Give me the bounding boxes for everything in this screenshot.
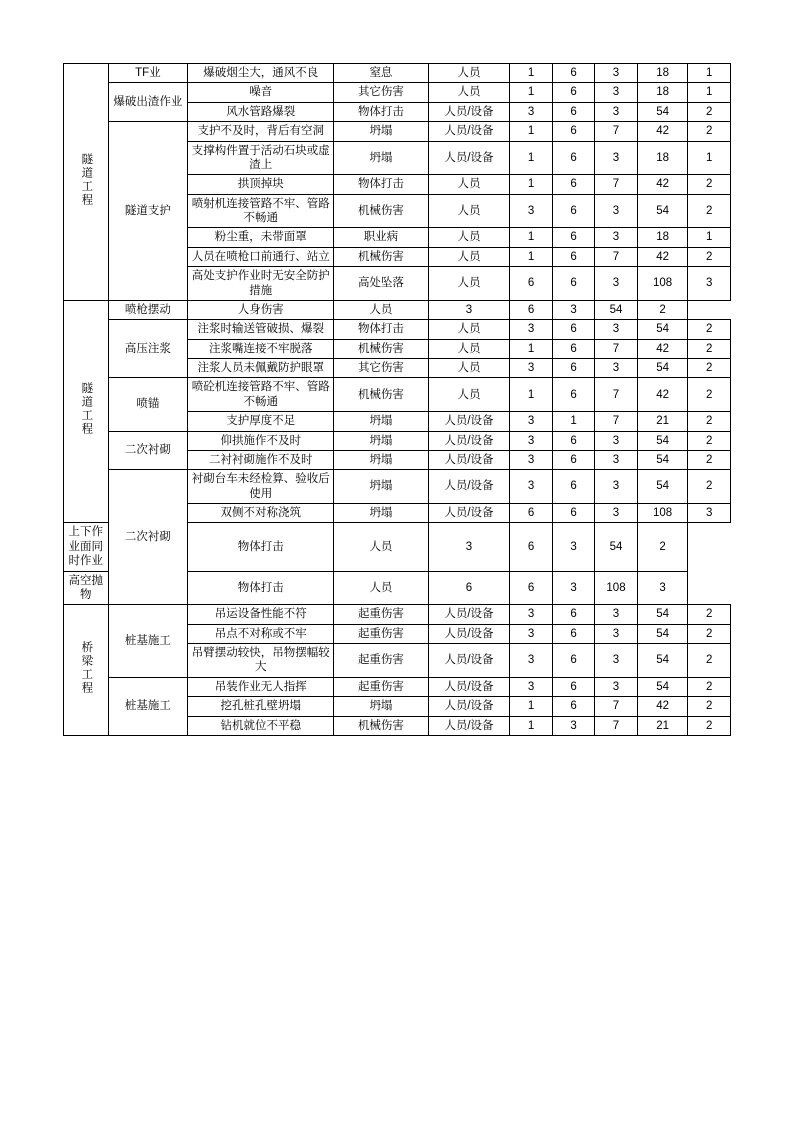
l-value-cell: 3 (510, 677, 552, 696)
risk-level-cell: 2 (688, 605, 731, 624)
c-value-cell: 3 (595, 83, 637, 102)
target-cell: 人员/设备 (428, 624, 510, 643)
target-cell: 人员/设备 (428, 431, 510, 450)
l-value-cell: 1 (510, 228, 552, 247)
hazard-cell: 喷砼机连接管路不牢、管路不畅通 (188, 378, 334, 412)
table-row (64, 605, 731, 624)
c-value-cell: 7 (595, 378, 637, 412)
hazard-cell: 喷射机连接管路不牢、管路不畅通 (188, 194, 334, 228)
e-value-cell: 6 (552, 697, 594, 716)
risk-level-cell: 2 (688, 431, 731, 450)
l-value-cell: 1 (510, 697, 552, 716)
e-value-cell: 6 (510, 523, 552, 571)
c-value-cell: 3 (595, 141, 637, 175)
target-cell: 人员 (428, 228, 510, 247)
c-value-cell: 3 (552, 523, 594, 571)
c-value-cell: 3 (552, 300, 594, 319)
l-value-cell: 3 (510, 605, 552, 624)
e-value-cell: 6 (552, 83, 594, 102)
c-value-cell: 3 (595, 64, 637, 83)
l-value-cell: 1 (510, 378, 552, 412)
risk-level-cell: 2 (688, 320, 731, 339)
target-cell: 人员 (334, 300, 428, 319)
e-value-cell: 6 (552, 605, 594, 624)
accident-cell: 起重伤害 (334, 624, 428, 643)
d-value-cell: 54 (637, 677, 688, 696)
e-value-cell: 6 (552, 141, 594, 175)
d-value-cell: 42 (637, 697, 688, 716)
hazard-cell: 双侧不对称浇筑 (188, 504, 334, 523)
table-row (64, 83, 731, 102)
l-value-cell: 3 (510, 624, 552, 643)
risk-level-cell: 2 (688, 624, 731, 643)
target-cell: 人员 (334, 523, 428, 571)
d-value-cell: 42 (637, 247, 688, 266)
accident-cell: 坍塌 (334, 697, 428, 716)
accident-cell: 坍塌 (334, 122, 428, 141)
c-value-cell: 3 (595, 677, 637, 696)
risk-level-cell: 2 (688, 339, 731, 358)
d-value-cell: 54 (637, 644, 688, 678)
l-value-cell: 1 (510, 339, 552, 358)
target-cell: 人员/设备 (428, 470, 510, 504)
project-cell (64, 64, 109, 301)
hazard-cell: 噪音 (188, 83, 334, 102)
accident-cell: 起重伤害 (334, 605, 428, 624)
accident-cell: 起重伤害 (334, 644, 428, 678)
target-cell: 人员 (428, 320, 510, 339)
target-cell: 人员 (428, 339, 510, 358)
risk-level-cell: 2 (688, 697, 731, 716)
d-value-cell: 18 (637, 141, 688, 175)
c-value-cell: 3 (595, 320, 637, 339)
activity-cell: TF业 (108, 64, 188, 83)
target-cell: 人员 (428, 267, 510, 301)
hazard-cell: 仰拱施作不及时 (188, 431, 334, 450)
c-value-cell: 3 (595, 504, 637, 523)
accident-cell: 窒息 (334, 64, 428, 83)
d-value-cell: 108 (637, 504, 688, 523)
risk-level-cell: 1 (688, 64, 731, 83)
activity-cell: 二次衬砌 (108, 470, 188, 605)
target-cell: 人员 (334, 571, 428, 605)
accident-cell: 物体打击 (188, 523, 334, 571)
e-value-cell: 6 (552, 359, 594, 378)
accident-cell: 其它伤害 (334, 83, 428, 102)
hazard-cell: 支撑构件置于活动石块或虚渣上 (188, 141, 334, 175)
accident-cell: 起重伤害 (334, 677, 428, 696)
risk-level-cell: 3 (637, 571, 688, 605)
target-cell: 人员 (428, 247, 510, 266)
c-value-cell: 7 (595, 339, 637, 358)
d-value-cell: 54 (637, 450, 688, 469)
risk-level-cell: 2 (688, 644, 731, 678)
l-value-cell: 3 (510, 470, 552, 504)
project-label: 隧道工程 (80, 382, 93, 437)
accident-cell: 物体打击 (334, 175, 428, 194)
risk-level-cell: 2 (688, 378, 731, 412)
target-cell: 人员/设备 (428, 504, 510, 523)
d-value-cell: 54 (637, 470, 688, 504)
project-cell (64, 300, 109, 523)
risk-level-cell: 2 (688, 359, 731, 378)
c-value-cell: 3 (552, 571, 594, 605)
accident-cell: 物体打击 (334, 102, 428, 121)
risk-assessment-table (63, 63, 731, 736)
d-value-cell: 42 (637, 175, 688, 194)
e-value-cell: 6 (510, 571, 552, 605)
l-value-cell: 3 (428, 300, 510, 319)
d-value-cell: 54 (637, 194, 688, 228)
activity-cell: 高压注浆 (108, 320, 188, 378)
hazard-cell: 风水管路爆裂 (188, 102, 334, 121)
project-label: 桥梁工程 (80, 640, 93, 695)
hazard-cell: 钻机就位不平稳 (188, 716, 334, 735)
e-value-cell: 6 (552, 320, 594, 339)
d-value-cell: 42 (637, 339, 688, 358)
risk-level-cell: 2 (688, 716, 731, 735)
target-cell: 人员/设备 (428, 450, 510, 469)
d-value-cell: 108 (595, 571, 637, 605)
e-value-cell: 6 (552, 644, 594, 678)
d-value-cell: 18 (637, 228, 688, 247)
target-cell: 人员/设备 (428, 102, 510, 121)
table-row (64, 320, 731, 339)
accident-cell: 机械伤害 (334, 339, 428, 358)
target-cell: 人员/设备 (428, 122, 510, 141)
activity-cell: 喷锚 (108, 378, 188, 431)
hazard-cell: 上下作业面同时作业 (64, 523, 109, 571)
c-value-cell: 7 (595, 716, 637, 735)
e-value-cell: 6 (552, 247, 594, 266)
hazard-cell: 高处支护作业时无安全防护措施 (188, 267, 334, 301)
e-value-cell: 6 (552, 122, 594, 141)
hazard-cell: 粉尘重，未带面罩 (188, 228, 334, 247)
risk-level-cell: 2 (637, 300, 688, 319)
d-value-cell: 18 (637, 64, 688, 83)
c-value-cell: 3 (595, 359, 637, 378)
accident-cell: 高处坠落 (334, 267, 428, 301)
d-value-cell: 42 (637, 378, 688, 412)
e-value-cell: 6 (552, 102, 594, 121)
risk-table-container (63, 63, 731, 736)
e-value-cell: 6 (552, 339, 594, 358)
accident-cell: 坍塌 (334, 504, 428, 523)
e-value-cell: 1 (552, 412, 594, 431)
l-value-cell: 3 (510, 644, 552, 678)
hazard-cell: 吊臂摆动较快，吊物摆幅较大 (188, 644, 334, 678)
d-value-cell: 54 (637, 102, 688, 121)
risk-level-cell: 2 (688, 194, 731, 228)
table-row (64, 122, 731, 141)
e-value-cell: 6 (552, 267, 594, 301)
project-cell (64, 605, 109, 736)
l-value-cell: 3 (510, 412, 552, 431)
hazard-cell: 人员在喷枪口前通行、站立 (188, 247, 334, 266)
accident-cell: 机械伤害 (334, 194, 428, 228)
l-value-cell: 6 (510, 504, 552, 523)
e-value-cell: 6 (552, 470, 594, 504)
risk-level-cell: 3 (688, 504, 731, 523)
l-value-cell: 3 (510, 431, 552, 450)
e-value-cell: 6 (510, 300, 552, 319)
hazard-cell: 注浆时输送管破损、爆裂 (188, 320, 334, 339)
hazard-cell: 注浆人员未佩戴防护眼罩 (188, 359, 334, 378)
e-value-cell: 6 (552, 194, 594, 228)
c-value-cell: 3 (595, 431, 637, 450)
hazard-cell: 支护不及时，背后有空洞 (188, 122, 334, 141)
l-value-cell: 3 (510, 102, 552, 121)
l-value-cell: 3 (428, 523, 510, 571)
c-value-cell: 3 (595, 644, 637, 678)
hazard-cell: 挖孔桩孔壁坍塌 (188, 697, 334, 716)
c-value-cell: 3 (595, 624, 637, 643)
d-value-cell: 54 (637, 624, 688, 643)
l-value-cell: 6 (428, 571, 510, 605)
risk-level-cell: 1 (688, 83, 731, 102)
risk-level-cell: 2 (688, 677, 731, 696)
e-value-cell: 6 (552, 624, 594, 643)
l-value-cell: 1 (510, 64, 552, 83)
c-value-cell: 7 (595, 247, 637, 266)
hazard-cell: 喷枪摆动 (108, 300, 188, 319)
activity-cell: 桩基施工 (108, 605, 188, 678)
table-row (64, 431, 731, 450)
hazard-cell: 吊点不对称或不牢 (188, 624, 334, 643)
e-value-cell: 6 (552, 228, 594, 247)
hazard-cell: 支护厚度不足 (188, 412, 334, 431)
target-cell: 人员 (428, 175, 510, 194)
accident-cell: 机械伤害 (334, 716, 428, 735)
activity-cell: 二次衬砌 (108, 431, 188, 470)
l-value-cell: 6 (510, 267, 552, 301)
d-value-cell: 54 (637, 431, 688, 450)
activity-cell: 爆破出渣作业 (108, 83, 188, 122)
accident-cell: 人身伤害 (188, 300, 334, 319)
l-value-cell: 1 (510, 716, 552, 735)
accident-cell: 物体打击 (334, 320, 428, 339)
d-value-cell: 42 (637, 122, 688, 141)
e-value-cell: 6 (552, 450, 594, 469)
risk-level-cell: 2 (688, 450, 731, 469)
target-cell: 人员/设备 (428, 677, 510, 696)
l-value-cell: 3 (510, 320, 552, 339)
hazard-cell: 二衬衬砌施作不及时 (188, 450, 334, 469)
risk-level-cell: 2 (688, 122, 731, 141)
target-cell: 人员 (428, 378, 510, 412)
e-value-cell: 6 (552, 431, 594, 450)
c-value-cell: 7 (595, 175, 637, 194)
risk-level-cell: 2 (688, 412, 731, 431)
c-value-cell: 7 (595, 412, 637, 431)
d-value-cell: 54 (595, 300, 637, 319)
c-value-cell: 3 (595, 102, 637, 121)
target-cell: 人员/设备 (428, 605, 510, 624)
table-row (64, 64, 731, 83)
table-body (64, 64, 731, 736)
risk-level-cell: 2 (688, 470, 731, 504)
e-value-cell: 6 (552, 677, 594, 696)
activity-cell: 桩基施工 (108, 677, 188, 735)
e-value-cell: 6 (552, 378, 594, 412)
c-value-cell: 3 (595, 267, 637, 301)
target-cell: 人员 (428, 83, 510, 102)
e-value-cell: 3 (552, 716, 594, 735)
e-value-cell: 6 (552, 64, 594, 83)
risk-level-cell: 2 (637, 523, 688, 571)
l-value-cell: 1 (510, 122, 552, 141)
e-value-cell: 6 (552, 504, 594, 523)
risk-level-cell: 2 (688, 102, 731, 121)
hazard-cell: 吊装作业无人指挥 (188, 677, 334, 696)
e-value-cell: 6 (552, 175, 594, 194)
l-value-cell: 1 (510, 175, 552, 194)
hazard-cell: 高空抛物 (64, 571, 109, 605)
table-row (64, 470, 731, 504)
l-value-cell: 3 (510, 450, 552, 469)
accident-cell: 坍塌 (334, 450, 428, 469)
target-cell: 人员 (428, 64, 510, 83)
table-row (64, 378, 731, 412)
hazard-cell: 衬砌台车未经检算、验收后使用 (188, 470, 334, 504)
c-value-cell: 3 (595, 194, 637, 228)
d-value-cell: 21 (637, 716, 688, 735)
risk-level-cell: 3 (688, 267, 731, 301)
d-value-cell: 54 (595, 523, 637, 571)
c-value-cell: 3 (595, 228, 637, 247)
target-cell: 人员/设备 (428, 412, 510, 431)
d-value-cell: 21 (637, 412, 688, 431)
l-value-cell: 1 (510, 83, 552, 102)
target-cell: 人员/设备 (428, 697, 510, 716)
accident-cell: 坍塌 (334, 431, 428, 450)
accident-cell: 物体打击 (188, 571, 334, 605)
hazard-cell: 注浆嘴连接不牢脱落 (188, 339, 334, 358)
risk-level-cell: 1 (688, 141, 731, 175)
table-row (64, 677, 731, 696)
risk-level-cell: 2 (688, 175, 731, 194)
hazard-cell: 爆破烟尘大，通风不良 (188, 64, 334, 83)
project-label: 隧道工程 (80, 152, 93, 207)
d-value-cell: 54 (637, 605, 688, 624)
c-value-cell: 7 (595, 122, 637, 141)
hazard-cell: 吊运设备性能不符 (188, 605, 334, 624)
target-cell: 人员/设备 (428, 716, 510, 735)
l-value-cell: 1 (510, 247, 552, 266)
d-value-cell: 108 (637, 267, 688, 301)
d-value-cell: 54 (637, 320, 688, 339)
table-row (64, 300, 731, 319)
l-value-cell: 1 (510, 141, 552, 175)
risk-level-cell: 1 (688, 228, 731, 247)
risk-level-cell: 2 (688, 247, 731, 266)
accident-cell: 坍塌 (334, 412, 428, 431)
c-value-cell: 3 (595, 605, 637, 624)
l-value-cell: 3 (510, 359, 552, 378)
target-cell: 人员 (428, 194, 510, 228)
activity-cell: 隧道支护 (108, 122, 188, 301)
accident-cell: 机械伤害 (334, 378, 428, 412)
c-value-cell: 7 (595, 697, 637, 716)
target-cell: 人员/设备 (428, 141, 510, 175)
hazard-cell: 拱顶掉块 (188, 175, 334, 194)
c-value-cell: 3 (595, 450, 637, 469)
accident-cell: 职业病 (334, 228, 428, 247)
accident-cell: 坍塌 (334, 141, 428, 175)
l-value-cell: 3 (510, 194, 552, 228)
c-value-cell: 3 (595, 470, 637, 504)
target-cell: 人员 (428, 359, 510, 378)
d-value-cell: 54 (637, 359, 688, 378)
d-value-cell: 18 (637, 83, 688, 102)
accident-cell: 机械伤害 (334, 247, 428, 266)
target-cell: 人员/设备 (428, 644, 510, 678)
accident-cell: 坍塌 (334, 470, 428, 504)
accident-cell: 其它伤害 (334, 359, 428, 378)
